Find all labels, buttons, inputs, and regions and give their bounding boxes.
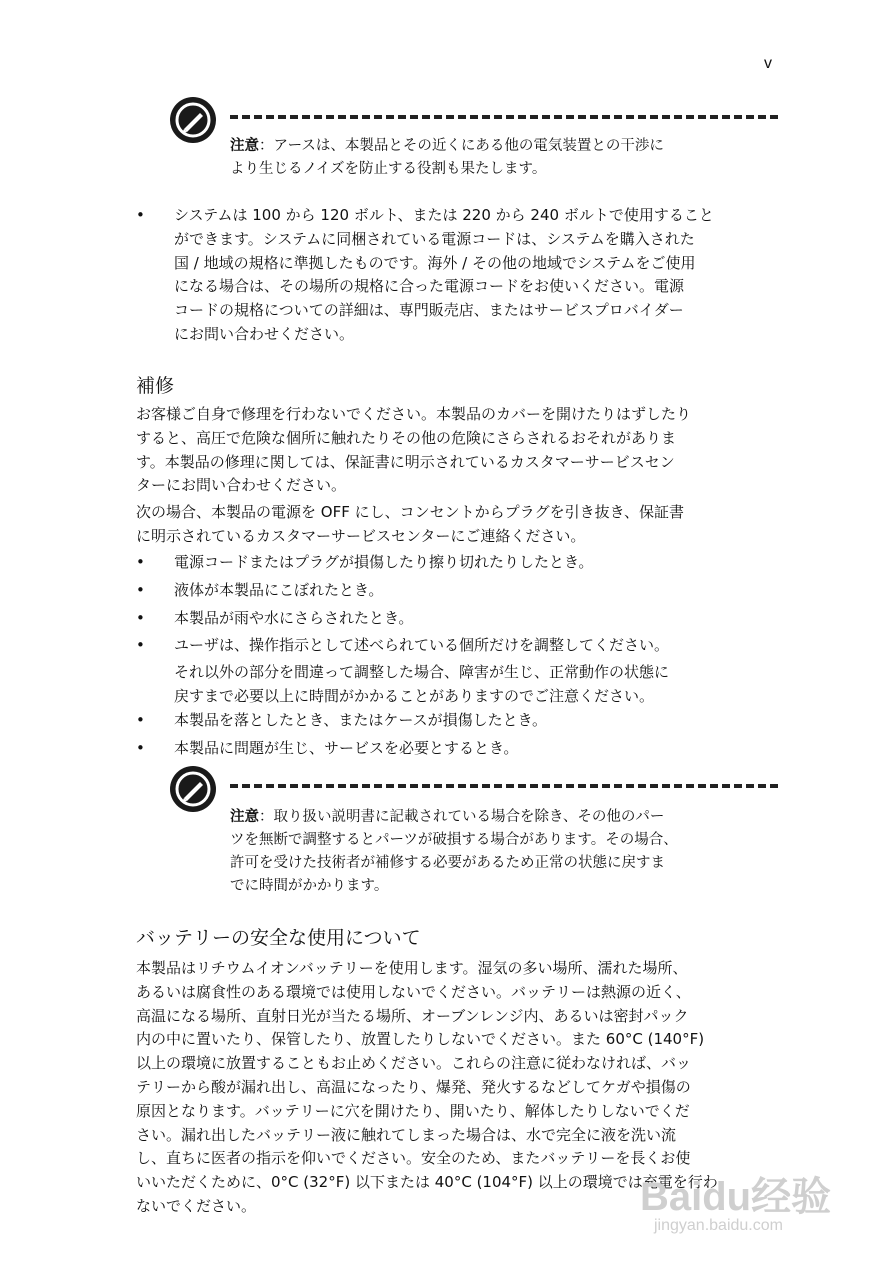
note-text [230, 806, 790, 898]
note-separator: ： [259, 138, 274, 154]
note-divider [230, 784, 778, 788]
text-line: 次の場合、本製品の電源を OFF にし、コンセントからプラグを引き抜き、保証書 [136, 503, 685, 521]
service-paragraph-2 [136, 501, 796, 549]
note-pen-icon [170, 766, 216, 812]
text-line: に明示されているカスタマーサービスセンターにご連絡ください。 [136, 526, 586, 545]
text-line: 高温になる場所、直射日光が当たる場所、オーブンレンジ内、あるいは密封パック [136, 1006, 689, 1025]
note-line: 取り扱い説明書に記載されている場合を除き、その他のパー [273, 809, 665, 825]
text-line: 以上の環境に放置することもお止めください。これらの注意に従わなければ、バッ [136, 1054, 692, 1073]
note-text [230, 135, 790, 181]
note-line: ツを無断で調整するとパーツが破損する場合があります。その場合、 [230, 832, 678, 848]
list-item [136, 579, 796, 603]
list-item [136, 737, 796, 761]
note-label: 注意 [230, 809, 259, 825]
text-line: テリーから酸が漏れ出し、高温になったり、爆発、発火するなどしてケガや損傷の [136, 1077, 691, 1096]
text-line: にお問い合わせください。 [174, 324, 355, 343]
note-line-2: より生じるノイズを防止する役割も果たします。 [230, 161, 547, 177]
text-line: ができます。システムに同梱されている電源コードは、システムを購入された [174, 229, 695, 248]
text-line: 液体が本製品にこぼれたとき。 [174, 580, 384, 599]
text-line: 電源コードまたはプラグが損傷したり擦り切れたりしたとき。 [174, 553, 594, 571]
note-line-1: アースは、本製品とその近くにある他の電気装置との干渉に [273, 138, 664, 154]
text-line: お客様ご自身で修理を行わないでください。本製品のカバーを開けたりはずしたり [136, 405, 692, 423]
list-item [136, 551, 796, 575]
service-bullet-list [136, 551, 796, 760]
text-line: コードの規格についての詳細は、専門販売店、またはサービスプロバイダー [174, 301, 684, 320]
text-line: になる場合は、その場所の規格に合った電源コードをお使いください。電源 [174, 277, 685, 296]
service-paragraph-1 [136, 403, 796, 498]
text-line: 本製品はリチウムイオンバッテリーを使用します。湿気の多い場所、濡れた場所、 [136, 959, 688, 977]
list-item [136, 709, 796, 733]
text-line: それ以外の部分を間違って調整した場合、障害が生じ、正常動作の状態に [174, 663, 670, 682]
watermark-url: jingyan.baidu.com [654, 1217, 783, 1234]
text-line: 内の中に置いたり、保管したり、放置したりしないでください。また 60°C (140°F) [136, 1030, 705, 1049]
section-heading-battery: バッテリーの安全な使用について [136, 927, 421, 949]
text-line: す。本製品の修理に関しては、保証書に明示されているカスタマーサービスセン [136, 452, 675, 471]
text-line: いいただくために、0°C (32°F) 以下または 40°C (104°F) 以上の環境では充電を行わ [136, 1173, 718, 1192]
list-item [136, 634, 796, 708]
text-line: 本製品を落としたとき、またはケースが損傷したとき。 [174, 710, 548, 729]
section-heading-service: 補修 [136, 375, 175, 397]
power-bullet-list [136, 204, 796, 347]
text-line: 戻すまで必要以上に時間がかかることがありますのでご注意ください。 [174, 686, 655, 705]
list-item [136, 204, 796, 347]
text-line: し、直ちに医者の指示を仰いでください。安全のため、またバッテリーを長くお使 [136, 1149, 691, 1168]
note-label: 注意 [230, 138, 259, 154]
note-divider [230, 115, 778, 119]
text-line: さい。漏れ出したバッテリー液に触れてしまった場合は、水で完全に液を洗い流 [136, 1125, 677, 1144]
note-separator: ： [259, 809, 274, 825]
watermark-logo: Baidu经验 [640, 1175, 832, 1219]
note-line: でに時間がかかります。 [230, 878, 389, 894]
text-line: システムは 100 から 120 ボルト、または 220 から 240 ボルトで使用すること [174, 206, 714, 224]
text-line: 本製品に問題が生じ、サービスを必要とするとき。 [174, 738, 519, 757]
text-line: すると、高圧で危険な個所に触れたりその他の危険にさらされるおそれがありま [136, 428, 677, 447]
note-earthing [170, 97, 780, 187]
watermark [640, 1165, 840, 1255]
note-line: 許可を受けた技術者が補修する必要があるため正常の状態に戻すま [230, 855, 665, 871]
text-line: あるいは腐食性のある環境では使用しないでください。バッテリーは熱源の近く、 [136, 982, 691, 1001]
text-line: 国 / 地域の規格に準拠したものです。海外 / その他の地域でシステムをご使用 [174, 253, 696, 272]
text-line: 原因となります。バッテリーに穴を開けたり、開いたり、解体したりしないでくだ [136, 1101, 690, 1120]
text-line: ターにお問い合わせください。 [136, 476, 347, 495]
page-number: v [764, 55, 772, 72]
note-pen-icon [170, 97, 216, 143]
text-line: 本製品が雨や水にさらされたとき。 [174, 608, 414, 627]
list-item [136, 607, 796, 631]
text-line: ユーザは、操作指示として述べられている個所だけを調整してください。 [174, 636, 670, 655]
text-line: ないでください。 [136, 1196, 257, 1215]
note-parts [170, 766, 780, 906]
